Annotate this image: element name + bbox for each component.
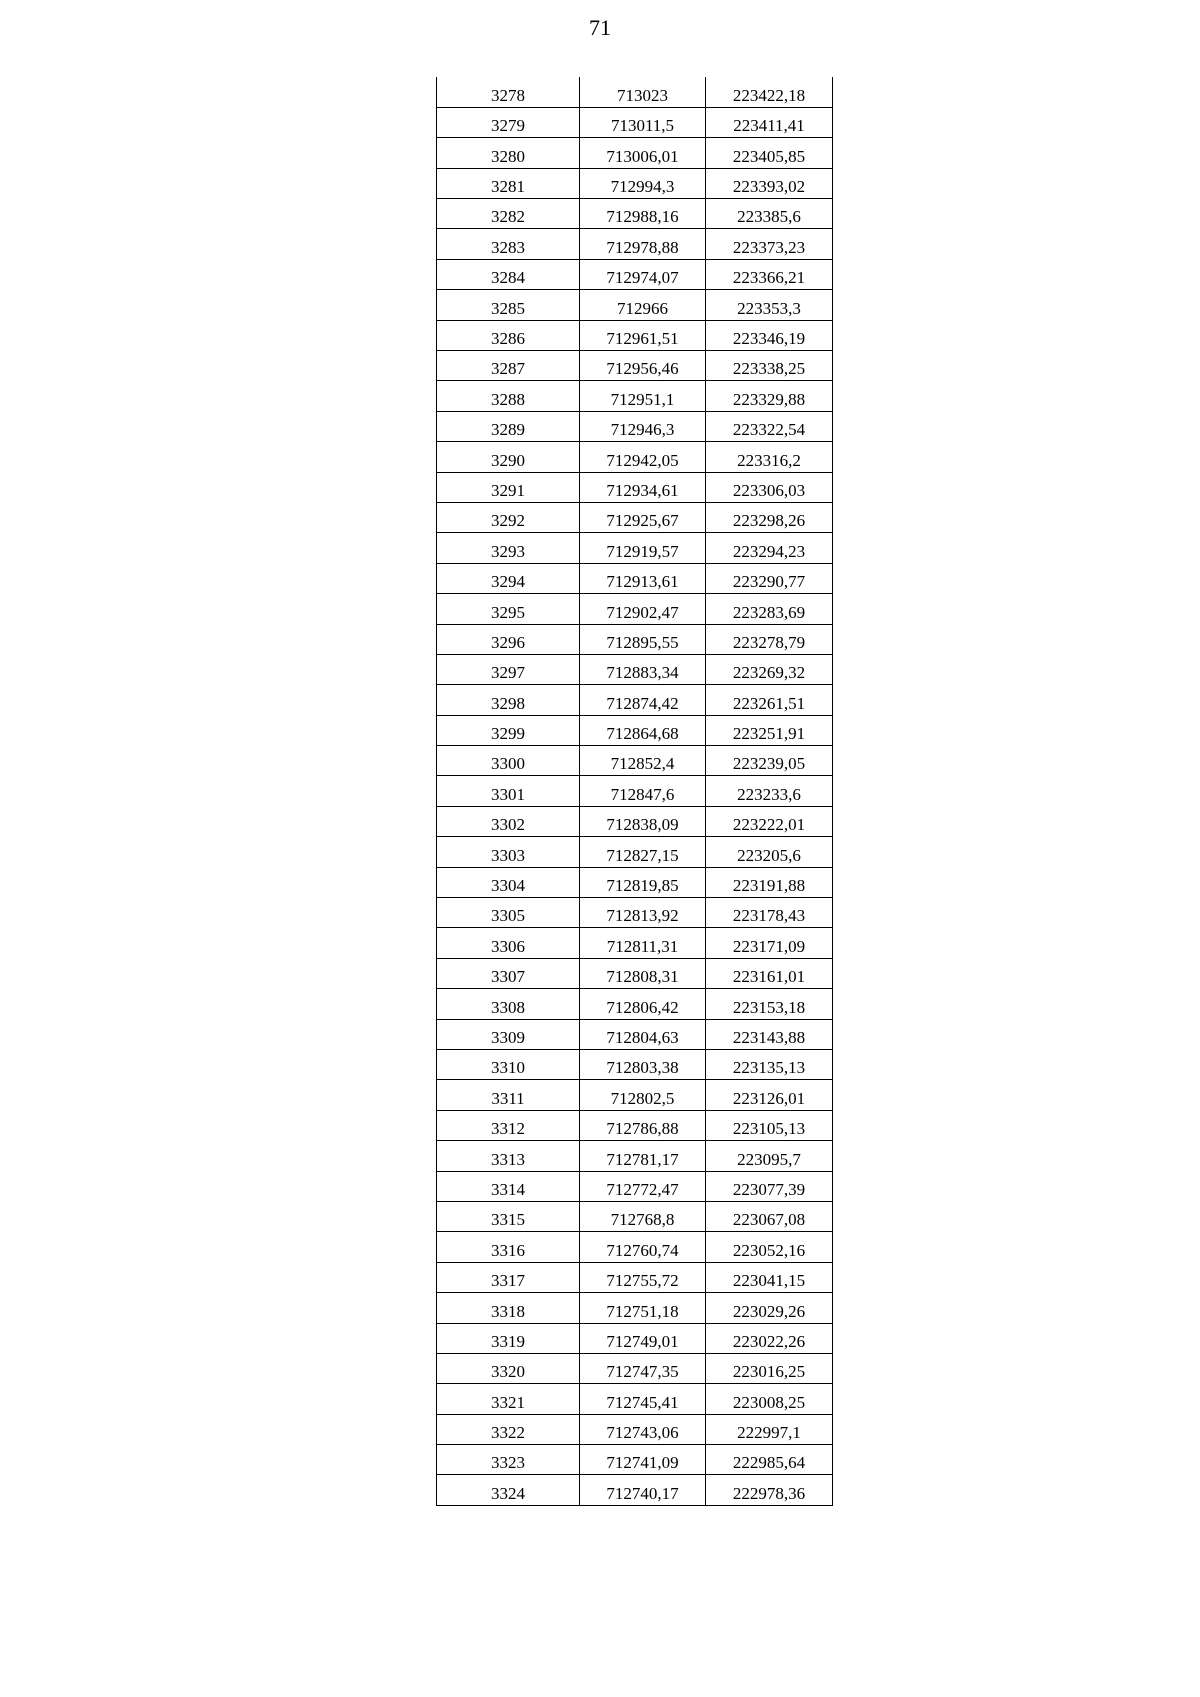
y-coordinate-cell: 222997,1 <box>706 1414 833 1444</box>
table-row <box>437 77 833 107</box>
y-coordinate-cell: 223041,15 <box>706 1262 833 1292</box>
table-row <box>437 867 833 897</box>
table-row <box>437 685 833 715</box>
point-number-cell: 3296 <box>437 624 580 654</box>
x-coordinate-cell: 712755,72 <box>580 1262 706 1292</box>
point-number-cell: 3290 <box>437 442 580 472</box>
point-number-cell: 3309 <box>437 1019 580 1049</box>
y-coordinate-cell: 223411,41 <box>706 107 833 137</box>
table-row <box>437 1050 833 1080</box>
x-coordinate-cell: 713006,01 <box>580 138 706 168</box>
x-coordinate-cell: 712942,05 <box>580 442 706 472</box>
x-coordinate-cell: 712913,61 <box>580 563 706 593</box>
table-row <box>437 229 833 259</box>
point-number-cell: 3300 <box>437 746 580 776</box>
x-coordinate-cell: 712974,07 <box>580 259 706 289</box>
table-row <box>437 1475 833 1505</box>
y-coordinate-cell: 223338,25 <box>706 351 833 381</box>
point-number-cell: 3294 <box>437 563 580 593</box>
table-row <box>437 1110 833 1140</box>
point-number-cell: 3289 <box>437 411 580 441</box>
y-coordinate-cell: 223346,19 <box>706 320 833 350</box>
x-coordinate-cell: 712874,42 <box>580 685 706 715</box>
point-number-cell: 3286 <box>437 320 580 350</box>
y-coordinate-cell: 223329,88 <box>706 381 833 411</box>
point-number-cell: 3287 <box>437 351 580 381</box>
point-number-cell: 3305 <box>437 898 580 928</box>
point-number-cell: 3299 <box>437 715 580 745</box>
point-number-cell: 3302 <box>437 806 580 836</box>
x-coordinate-cell: 712838,09 <box>580 806 706 836</box>
y-coordinate-cell: 223298,26 <box>706 502 833 532</box>
table-row <box>437 138 833 168</box>
y-coordinate-cell: 223105,13 <box>706 1110 833 1140</box>
table-row <box>437 715 833 745</box>
point-number-cell: 3316 <box>437 1232 580 1262</box>
x-coordinate-cell: 712806,42 <box>580 989 706 1019</box>
y-coordinate-cell: 223095,7 <box>706 1141 833 1171</box>
point-number-cell: 3293 <box>437 533 580 563</box>
x-coordinate-cell: 712808,31 <box>580 958 706 988</box>
table-row <box>437 411 833 441</box>
point-number-cell: 3285 <box>437 290 580 320</box>
table-row <box>437 381 833 411</box>
table-row <box>437 594 833 624</box>
point-number-cell: 3291 <box>437 472 580 502</box>
point-number-cell: 3308 <box>437 989 580 1019</box>
x-coordinate-cell: 712743,06 <box>580 1414 706 1444</box>
table-row <box>437 898 833 928</box>
point-number-cell: 3322 <box>437 1414 580 1444</box>
table-row <box>437 806 833 836</box>
x-coordinate-cell: 712883,34 <box>580 654 706 684</box>
x-coordinate-cell: 713023 <box>580 77 706 107</box>
y-coordinate-cell: 223029,26 <box>706 1293 833 1323</box>
point-number-cell: 3303 <box>437 837 580 867</box>
table-row <box>437 1353 833 1383</box>
table-row <box>437 746 833 776</box>
x-coordinate-cell: 712895,55 <box>580 624 706 654</box>
y-coordinate-cell: 223294,23 <box>706 533 833 563</box>
y-coordinate-cell: 223261,51 <box>706 685 833 715</box>
x-coordinate-cell: 712741,09 <box>580 1445 706 1475</box>
y-coordinate-cell: 223135,13 <box>706 1050 833 1080</box>
table-row <box>437 1323 833 1353</box>
x-coordinate-cell: 712827,15 <box>580 837 706 867</box>
table-row <box>437 1019 833 1049</box>
table-row <box>437 776 833 806</box>
y-coordinate-cell: 223251,91 <box>706 715 833 745</box>
y-coordinate-cell: 222978,36 <box>706 1475 833 1505</box>
x-coordinate-cell: 712864,68 <box>580 715 706 745</box>
x-coordinate-cell: 712919,57 <box>580 533 706 563</box>
point-number-cell: 3298 <box>437 685 580 715</box>
y-coordinate-cell: 223283,69 <box>706 594 833 624</box>
table-row <box>437 1414 833 1444</box>
x-coordinate-cell: 712803,38 <box>580 1050 706 1080</box>
table-row <box>437 928 833 958</box>
table-row <box>437 1232 833 1262</box>
x-coordinate-cell: 712961,51 <box>580 320 706 350</box>
x-coordinate-cell: 712740,17 <box>580 1475 706 1505</box>
table-row <box>437 1171 833 1201</box>
table-row <box>437 442 833 472</box>
table-row <box>437 989 833 1019</box>
point-number-cell: 3301 <box>437 776 580 806</box>
point-number-cell: 3284 <box>437 259 580 289</box>
point-number-cell: 3320 <box>437 1353 580 1383</box>
table-row <box>437 1080 833 1110</box>
y-coordinate-cell: 223385,6 <box>706 199 833 229</box>
x-coordinate-cell: 712978,88 <box>580 229 706 259</box>
table-row <box>437 107 833 137</box>
point-number-cell: 3292 <box>437 502 580 532</box>
x-coordinate-cell: 712749,01 <box>580 1323 706 1353</box>
table-row <box>437 259 833 289</box>
point-number-cell: 3281 <box>437 168 580 198</box>
x-coordinate-cell: 712966 <box>580 290 706 320</box>
x-coordinate-cell: 712819,85 <box>580 867 706 897</box>
y-coordinate-cell: 223366,21 <box>706 259 833 289</box>
x-coordinate-cell: 712934,61 <box>580 472 706 502</box>
y-coordinate-cell: 223008,25 <box>706 1384 833 1414</box>
x-coordinate-cell: 712747,35 <box>580 1353 706 1383</box>
point-number-cell: 3314 <box>437 1171 580 1201</box>
x-coordinate-cell: 712988,16 <box>580 199 706 229</box>
y-coordinate-cell: 223405,85 <box>706 138 833 168</box>
x-coordinate-cell: 712804,63 <box>580 1019 706 1049</box>
table-row <box>437 533 833 563</box>
point-number-cell: 3315 <box>437 1201 580 1231</box>
x-coordinate-cell: 713011,5 <box>580 107 706 137</box>
table-row <box>437 168 833 198</box>
y-coordinate-cell: 223322,54 <box>706 411 833 441</box>
x-coordinate-cell: 712994,3 <box>580 168 706 198</box>
point-number-cell: 3321 <box>437 1384 580 1414</box>
y-coordinate-cell: 223353,3 <box>706 290 833 320</box>
point-number-cell: 3280 <box>437 138 580 168</box>
y-coordinate-cell: 223016,25 <box>706 1353 833 1383</box>
point-number-cell: 3318 <box>437 1293 580 1323</box>
y-coordinate-cell: 223178,43 <box>706 898 833 928</box>
table-row <box>437 1262 833 1292</box>
point-number-cell: 3313 <box>437 1141 580 1171</box>
y-coordinate-cell: 223306,03 <box>706 472 833 502</box>
table-row <box>437 1384 833 1414</box>
y-coordinate-cell: 223022,26 <box>706 1323 833 1353</box>
y-coordinate-cell: 223161,01 <box>706 958 833 988</box>
point-number-cell: 3295 <box>437 594 580 624</box>
x-coordinate-cell: 712786,88 <box>580 1110 706 1140</box>
y-coordinate-cell: 223373,23 <box>706 229 833 259</box>
x-coordinate-cell: 712956,46 <box>580 351 706 381</box>
table-row <box>437 1293 833 1323</box>
y-coordinate-cell: 223067,08 <box>706 1201 833 1231</box>
point-number-cell: 3288 <box>437 381 580 411</box>
y-coordinate-cell: 223205,6 <box>706 837 833 867</box>
point-number-cell: 3304 <box>437 867 580 897</box>
y-coordinate-cell: 223422,18 <box>706 77 833 107</box>
point-number-cell: 3297 <box>437 654 580 684</box>
y-coordinate-cell: 222985,64 <box>706 1445 833 1475</box>
point-number-cell: 3311 <box>437 1080 580 1110</box>
table-row <box>437 472 833 502</box>
point-number-cell: 3312 <box>437 1110 580 1140</box>
y-coordinate-cell: 223143,88 <box>706 1019 833 1049</box>
x-coordinate-cell: 712847,6 <box>580 776 706 806</box>
x-coordinate-cell: 712781,17 <box>580 1141 706 1171</box>
point-number-cell: 3279 <box>437 107 580 137</box>
page-number: 71 <box>589 15 611 40</box>
point-number-cell: 3317 <box>437 1262 580 1292</box>
x-coordinate-cell: 712802,5 <box>580 1080 706 1110</box>
table-row <box>437 1141 833 1171</box>
table-row <box>437 1201 833 1231</box>
x-coordinate-cell: 712951,1 <box>580 381 706 411</box>
table-row <box>437 958 833 988</box>
table-row <box>437 837 833 867</box>
x-coordinate-cell: 712852,4 <box>580 746 706 776</box>
x-coordinate-cell: 712772,47 <box>580 1171 706 1201</box>
point-number-cell: 3306 <box>437 928 580 958</box>
x-coordinate-cell: 712813,92 <box>580 898 706 928</box>
y-coordinate-cell: 223052,16 <box>706 1232 833 1262</box>
y-coordinate-cell: 223233,6 <box>706 776 833 806</box>
x-coordinate-cell: 712811,31 <box>580 928 706 958</box>
table-row <box>437 1445 833 1475</box>
x-coordinate-cell: 712745,41 <box>580 1384 706 1414</box>
table-row <box>437 563 833 593</box>
table-row <box>437 320 833 350</box>
y-coordinate-cell: 223316,2 <box>706 442 833 472</box>
point-number-cell: 3310 <box>437 1050 580 1080</box>
y-coordinate-cell: 223239,05 <box>706 746 833 776</box>
y-coordinate-cell: 223393,02 <box>706 168 833 198</box>
table-row <box>437 654 833 684</box>
x-coordinate-cell: 712902,47 <box>580 594 706 624</box>
y-coordinate-cell: 223278,79 <box>706 624 833 654</box>
x-coordinate-cell: 712760,74 <box>580 1232 706 1262</box>
y-coordinate-cell: 223191,88 <box>706 867 833 897</box>
y-coordinate-cell: 223290,77 <box>706 563 833 593</box>
x-coordinate-cell: 712768,8 <box>580 1201 706 1231</box>
point-number-cell: 3323 <box>437 1445 580 1475</box>
point-number-cell: 3282 <box>437 199 580 229</box>
y-coordinate-cell: 223153,18 <box>706 989 833 1019</box>
y-coordinate-cell: 223222,01 <box>706 806 833 836</box>
point-number-cell: 3278 <box>437 77 580 107</box>
point-number-cell: 3319 <box>437 1323 580 1353</box>
table-row <box>437 290 833 320</box>
y-coordinate-cell: 223077,39 <box>706 1171 833 1201</box>
point-number-cell: 3324 <box>437 1475 580 1505</box>
x-coordinate-cell: 712946,3 <box>580 411 706 441</box>
table-row <box>437 624 833 654</box>
coordinates-table <box>436 77 833 1506</box>
table-row <box>437 199 833 229</box>
table-body <box>437 77 833 1505</box>
y-coordinate-cell: 223269,32 <box>706 654 833 684</box>
point-number-cell: 3307 <box>437 958 580 988</box>
x-coordinate-cell: 712925,67 <box>580 502 706 532</box>
point-number-cell: 3283 <box>437 229 580 259</box>
table-row <box>437 351 833 381</box>
x-coordinate-cell: 712751,18 <box>580 1293 706 1323</box>
table-row <box>437 502 833 532</box>
y-coordinate-cell: 223171,09 <box>706 928 833 958</box>
y-coordinate-cell: 223126,01 <box>706 1080 833 1110</box>
